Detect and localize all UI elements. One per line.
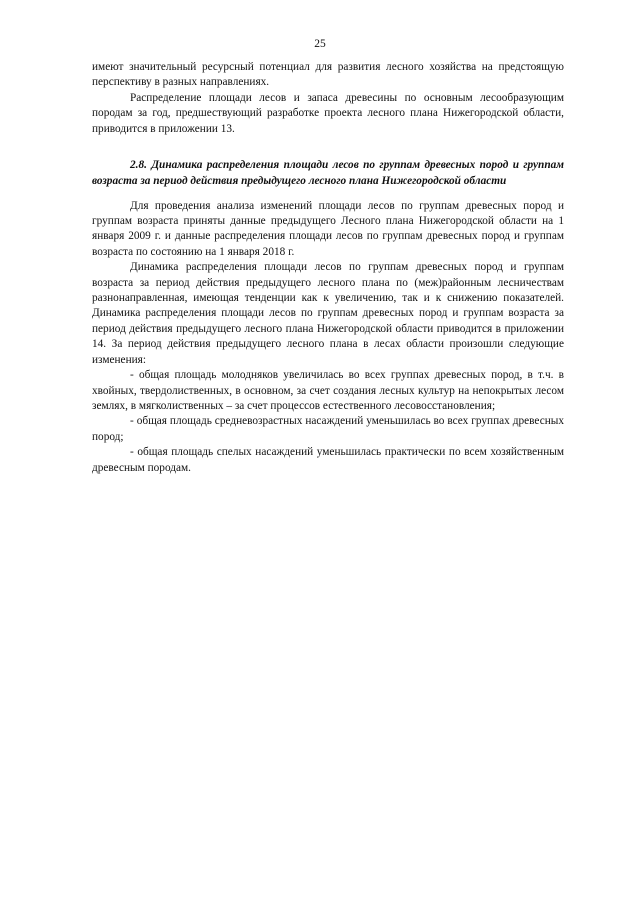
page-content <box>92 60 564 476</box>
paragraph-dynamics: Динамика распределения площади лесов по группам древесных пород и группам возраста за период действия предыдущего лесного плана по (меж)районным лесничествам разнонаправленная, имеющая тенденции как к увеличению, так и к снижению показателей. Динамика распределения площади лесов по группам древесных пород и группам возраста за период действия предыдущего лесного плана Нижегородской области приводится в приложении 14. За период действия предыдущего лесного плана в лесах области произошли следующие изменения: <box>92 261 564 366</box>
section-heading: 2.8. Динамика распределения площади лесов по группам древесных пород и группам возраста за период действия предыдущего лесного плана Нижегородской области <box>92 159 564 187</box>
paragraph-continuation: имеют значительный ресурсный потенциал для развития лесного хозяйства на предстоящую перспективу в разных направлениях. <box>92 61 564 89</box>
list-item-young-stands: - общая площадь молодняков увеличилась во всех группах древесных пород, в т.ч. в хвойных, твердолиственных, в основном, за счет создания лесных культур на непокрытых лесом землях, в мягколиственных – за счет процессов естественного лесовосстановления; <box>92 369 564 412</box>
list-item-mature-stands: - общая площадь спелых насаждений уменьшилась практически по всем хозяйственным древесным породам. <box>92 446 564 474</box>
list-item-middle-aged-stands: - общая площадь средневозрастных насаждений уменьшилась во всех группах древесных пород; <box>92 415 564 443</box>
paragraph-analysis-basis: Для проведения анализа изменений площади лесов по группам древесных пород и группам возраста приняты данные предыдущего Лесного плана Нижегородской области на 1 января 2009 г. и данные распределения площади лесов по группам древесных пород и группам возраста по состоянию на 1 января 2018 г. <box>92 199 564 258</box>
paragraph-distribution-reference: Распределение площади лесов и запаса древесины по основным лесообразующим породам за год, предшествующий разработке проекта лесного плана Нижегородской области, приводится в приложении 13. <box>92 91 564 135</box>
page-number: 25 <box>314 38 326 50</box>
